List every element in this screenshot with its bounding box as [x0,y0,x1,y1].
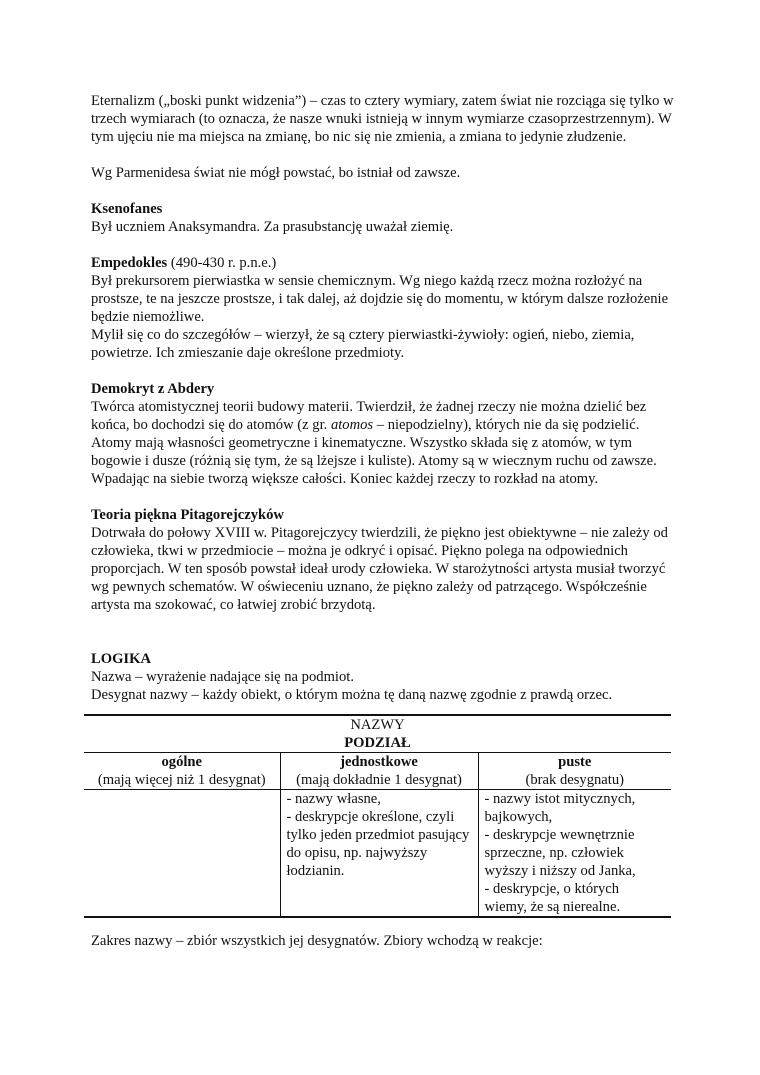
document-body [91,92,681,950]
demokryt-italic-term: atomos [330,417,374,433]
column-ogolne-note: (mają więcej niż 1 desygnat) [97,772,266,788]
paragraph-empedokles-1: Był prekursorem pierwiastka w sensie chemicznym. Wg niego każdą rzecz można rozłożyć na prostsze, te na jeszcze prostsze, i tak dalej, aż dojdzie się do momentu, w którym dalsze rozłożenie będzie niemożliwe. [91,273,669,325]
heading-demokryt: Demokryt z Abdery [91,381,215,397]
cell-puste: - nazwy istot mitycznych, bajkowych, - deskrypcje wewnętrznie sprzeczne, np. człowiek wyższy i niższy od Janka, - deskrypcje, o których wiemy, że są nierealne. [478,790,671,918]
column-header-ogolne [84,753,280,790]
heading-logika: LOGIKA [91,651,152,667]
heading-empedokles: Empedokles [91,255,168,271]
column-jednostkowe-name: jednostkowe [340,754,418,770]
column-ogolne-name: ogólne [161,754,203,770]
paragraph-zakres: Zakres nazwy – zbiór wszystkich jej desygnatów. Zbiory wchodzą w reakcje: [91,933,543,949]
heading-pitagorejczycy: Teoria piękna Pitagorejczyków [91,507,284,523]
column-jednostkowe-note: (mają dokładnie 1 desygnat) [296,772,462,788]
heading-line-empedokles [91,254,681,272]
column-puste-name: puste [558,754,592,770]
logika-line-1: Nazwa – wyrażenie nadające się na podmiot. [91,669,354,685]
demokryt-text-a: Twórca atomistycznej teorii budowy materii. Twierdził, że żadnej rzeczy nie można dzielić bez końca, bo dochodzi się do atomów (z gr. [91,399,647,433]
table-title: NAZWY [84,715,671,734]
paragraph-pitagorejczycy: Dotrwała do połowy XVIII w. Pitagorejczycy twierdzili, że piękno jest obiektywne – nie zależy od człowieka, tkwi w przedmiocie – można je odkryć i opisać. Piękno polega na odpowiednich proporcjach. W ten sposób powstał ideał urody człowieka. W starożytności artysta musiał tworzyć wg pewnych schematów. W oświeceniu uznano, że piękno zależy od patrzącego. Współcześnie artysta ma szokować, co łatwiej zrobić brzydotą. [91,525,668,613]
logika-line-2: Desygnat nazwy – każdy obiekt, o którym można tę daną nazwę zgodnie z prawdą orzec. [91,687,613,703]
paragraph-parmenides: Wg Parmenidesa świat nie mógł powstać, bo istniał od zawsze. [91,165,461,181]
paragraph-eternalism: Eternalizm („boski punkt widzenia”) – czas to cztery wymiary, zatem świat nie rozciąga się tylko w trzech wymiarach (to oznacza, że nasze wnuki istnieją w innym wymiarze czasoprzestrzennym). W tym ujęciu nie ma miejsca na zmianę, bo nic się nie zmienia, a zmiana to jedynie złudzenie. [91,93,674,145]
column-puste-note: (brak desygnatu) [525,772,624,788]
cell-ogolne [84,790,280,918]
demokryt-text-b: – niepodzielny), których nie da się podzielić. Atomy mają własności geometryczne i kinematyczne. Wszystko składa się z atomów, w tym bogowie i dusze (różnią się tym, że są lżejsze i kuliste). Atomy są w wiecznym ruchu od zawsze. Wpadając na siebie tworzą większe całości. Koniec każdej rzeczy to rozkład na atomy. [91,417,657,487]
column-header-jednostkowe [280,753,478,790]
heading-ksenofanes: Ksenofanes [91,201,163,217]
cell-jednostkowe: - nazwy własne, - deskrypcje określone, czyli tylko jeden przedmiot pasujący do opisu, np. najwyższy łodzianin. [280,790,478,918]
empedokles-dates: (490-430 r. p.n.e.) [167,255,277,271]
paragraph-demokryt [91,398,681,488]
table-subtitle: PODZIAŁ [344,735,411,751]
paragraph-empedokles-2: Mylił się co do szczegółów – wierzył, że są cztery pierwiastki-żywioły: ogień, niebo, ziemia, powietrze. Ich zmieszanie daje określone przedmioty. [91,327,635,361]
column-header-puste [478,753,671,790]
names-division-table [84,714,671,918]
paragraph-ksenofanes: Był uczniem Anaksymandra. Za prasubstancję uważał ziemię. [91,219,454,235]
